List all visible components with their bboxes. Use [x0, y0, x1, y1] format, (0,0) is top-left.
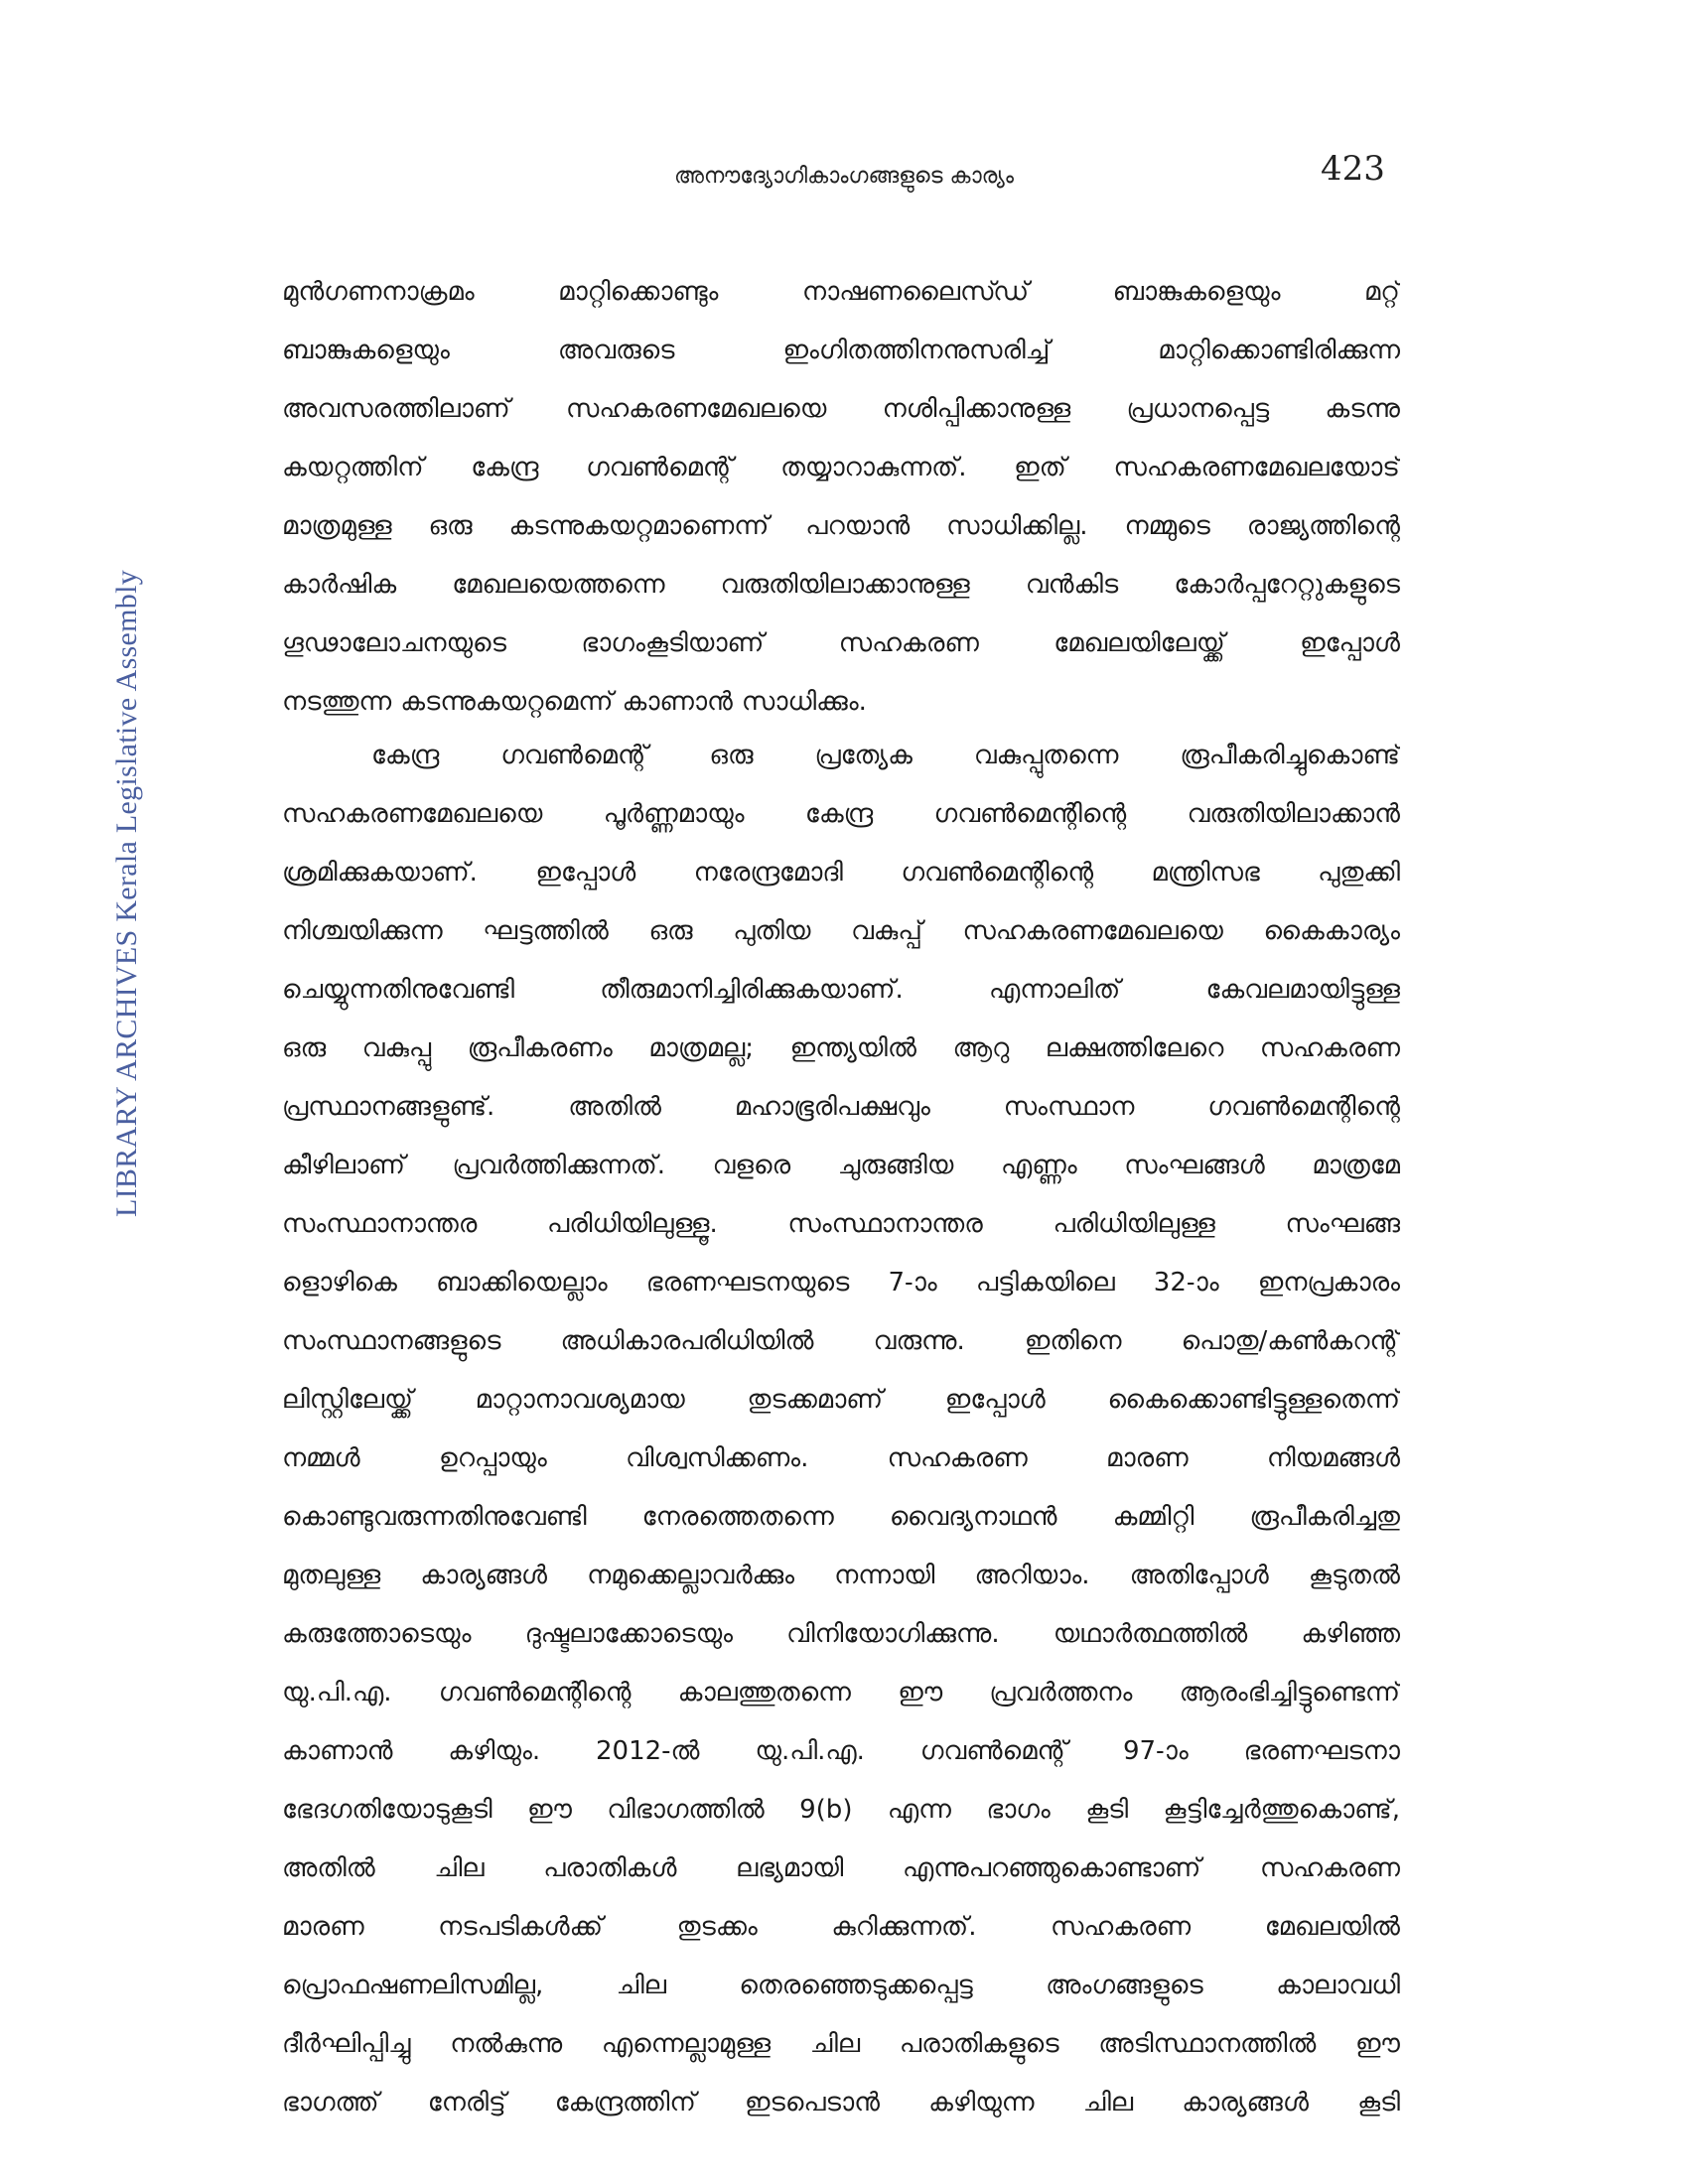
text-line: മാരണ നടപടികൾക്ക് തുടക്കം കുറിക്കുന്നത്. സഹകരണ മേഖലയിൽ: [282, 1912, 1400, 1942]
text-line: സംസ്ഥാനാന്തര പരിധിയിലുള്ളൂ. സംസ്ഥാനാന്തര പരിധിയിലുള്ള സംഘങ്ങ: [282, 1209, 1400, 1239]
text-line: കൊണ്ടുവരുന്നതിനുവേണ്ടി നേരത്തെതന്നെ വൈദ്യനാഥൻ കമ്മിറ്റി രൂപീകരിച്ചതു: [282, 1502, 1400, 1532]
running-title: അനൗദ്യോഗികാംഗങ്ങളുടെ കാര്യം: [674, 164, 1014, 189]
text-line: കാർഷിക മേഖലയെത്തന്നെ വരുതിയിലാക്കാനുള്ള വൻകിട കോർപ്പറേറ്റുകളുടെ: [282, 570, 1400, 600]
text-line: മുതലുള്ള കാര്യങ്ങൾ നമുക്കെല്ലാവർക്കും നന്നായി അറിയാം. അതിപ്പോൾ കൂടുതൽ: [282, 1561, 1400, 1590]
text-line: ഒരു വകുപ്പു രൂപീകരണം മാത്രമല്ല; ഇന്ത്യയിൽ ആറു ലക്ഷത്തിലേറെ സഹകരണ: [282, 1033, 1400, 1063]
text-line: ബാങ്കുകളെയും അവരുടെ ഇംഗിതത്തിനനുസരിച്ച് മാറ്റിക്കൊണ്ടിരിക്കുന്ന: [282, 336, 1400, 365]
text-line: മുൻഗണനാക്രമം മാറ്റിക്കൊണ്ടും നാഷണലൈസ്ഡ് ബാങ്കുകളെയും മറ്റ്: [282, 277, 1400, 307]
watermark-text: LIBRARY ARCHIVES Kerala Legislative Assembly: [110, 569, 143, 1218]
text-line: യു.പി.എ. ഗവൺമെന്റിന്റെ കാലത്തുതന്നെ ഈ പ്രവർത്തനം ആരംഭിച്ചിട്ടുണ്ടെന്ന്: [282, 1678, 1400, 1707]
text-line: നമ്മൾ ഉറപ്പായും വിശ്വസിക്കണം. സഹകരണ മാരണ നിയമങ്ങൾ: [282, 1443, 1400, 1473]
text-line: ഭാഗത്ത് നേരിട്ട് കേന്ദ്രത്തിന് ഇടപെടാൻ കഴിയുന്ന ചില കാര്യങ്ങൾ കൂടി: [282, 2088, 1400, 2117]
paragraph-2: [282, 727, 1400, 2132]
text-line: സംസ്ഥാനങ്ങളുടെ അധികാരപരിധിയിൽ വരുന്നു. ഇതിനെ പൊതു/കൺകറന്റ്: [282, 1326, 1400, 1356]
text-line: നടത്തുന്ന കടന്നുകയറ്റമെന്ന് കാണാൻ സാധിക്കും.: [282, 687, 867, 717]
text-line: ളൊഴികെ ബാക്കിയെല്ലാം ഭരണഘടനയുടെ 7-ാം പട്ടികയിലെ 32-ാം ഇനപ്രകാരം: [282, 1268, 1400, 1297]
text-line: ഗൂഢാലോചനയുടെ ഭാഗംകൂടിയാണ് സഹകരണ മേഖലയിലേയ്ക്ക് ഇപ്പോൾ: [282, 628, 1400, 658]
text-line: ഭേദഗതിയോടുകൂടി ഈ വിഭാഗത്തിൽ 9(b) എന്ന ഭാഗം കൂടി കൂട്ടിച്ചേർത്തുകൊണ്ട്,: [282, 1795, 1400, 1825]
text-line: നിശ്ചയിക്കുന്ന ഘട്ടത്തിൽ ഒരു പുതിയ വകുപ്പ് സഹകരണമേഖലയെ കൈകാര്യം: [282, 916, 1400, 946]
text-line: മാത്രമുള്ള ഒരു കടന്നുകയറ്റമാണെന്ന് പറയാൻ സാധിക്കില്ല. നമ്മുടെ രാജ്യത്തിന്റെ: [282, 511, 1400, 541]
text-line: കരുത്തോടെയും ദുഷ്ടലാക്കോടെയും വിനിയോഗിക്കുന്നു. യഥാർത്ഥത്തിൽ കഴിഞ്ഞ: [282, 1619, 1400, 1649]
text-line: കീഴിലാണ് പ്രവർത്തിക്കുന്നത്. വളരെ ചുരുങ്ങിയ എണ്ണം സംഘങ്ങൾ മാത്രമേ: [282, 1151, 1400, 1180]
text-line: കാണാൻ കഴിയും. 2012-ൽ യു.പി.എ. ഗവൺമെന്റ് 97-ാം ഭരണഘടനാ: [282, 1736, 1400, 1766]
page-number: 423: [1321, 149, 1385, 189]
text-line: കയറ്റത്തിന് കേന്ദ്ര ഗവൺമെന്റ് തയ്യാറാകുന്നത്. ഇത് സഹകരണമേഖലയോട്: [282, 453, 1400, 482]
text-line: ദീർഘിപ്പിച്ചു നൽകുന്നു എന്നെല്ലാമുള്ള ചില പരാതികളുടെ അടിസ്ഥാനത്തിൽ ഈ: [282, 2029, 1400, 2059]
text-line: പ്രസ്ഥാനങ്ങളുണ്ട്. അതിൽ മഹാഭൂരിപക്ഷവും സംസ്ഥാന ഗവൺമെന്റിന്റെ: [282, 1092, 1400, 1122]
text-line: ശ്രമിക്കുകയാണ്. ഇപ്പോൾ നരേന്ദ്രമോദി ഗവൺമെന്റിന്റെ മന്ത്രിസഭ പുതുക്കി: [282, 858, 1400, 887]
paragraph-1: [282, 263, 1400, 732]
text-line: ലിസ്റ്റിലേയ്ക്ക് മാറ്റാനാവശ്യമായ തുടക്കമാണ് ഇപ്പോൾ കൈക്കൊണ്ടിട്ടുള്ളതെന്ന്: [282, 1385, 1400, 1415]
text-line: സഹകരണമേഖലയെ പൂർണ്ണമായും കേന്ദ്ര ഗവൺമെന്റിന്റെ വരുതിയിലാക്കാൻ: [282, 799, 1400, 829]
text-line: അതിൽ ചില പരാതികൾ ലഭ്യമായി എന്നുപറഞ്ഞുകൊണ്ടാണ് സഹകരണ: [282, 1853, 1400, 1883]
text-line: കേന്ദ്ര ഗവൺമെന്റ് ഒരു പ്രത്യേക വകുപ്പുതന്നെ രൂപീകരിച്ചുകൊണ്ട്: [371, 741, 1400, 770]
text-line: അവസരത്തിലാണ് സഹകരണമേഖലയെ നശിപ്പിക്കാനുള്ള പ്രധാനപ്പെട്ട കടന്നു: [282, 394, 1400, 424]
text-line: പ്രൊഫഷണലിസമില്ല, ചില തെരഞ്ഞെടുക്കപ്പെട്ട അംഗങ്ങളുടെ കാലാവധി: [282, 1971, 1400, 2000]
text-line: ചെയ്യുന്നതിനുവേണ്ടി തീരുമാനിച്ചിരിക്കുകയാണ്. എന്നാലിത് കേവലമായിട്ടുള്ള: [282, 975, 1400, 1005]
